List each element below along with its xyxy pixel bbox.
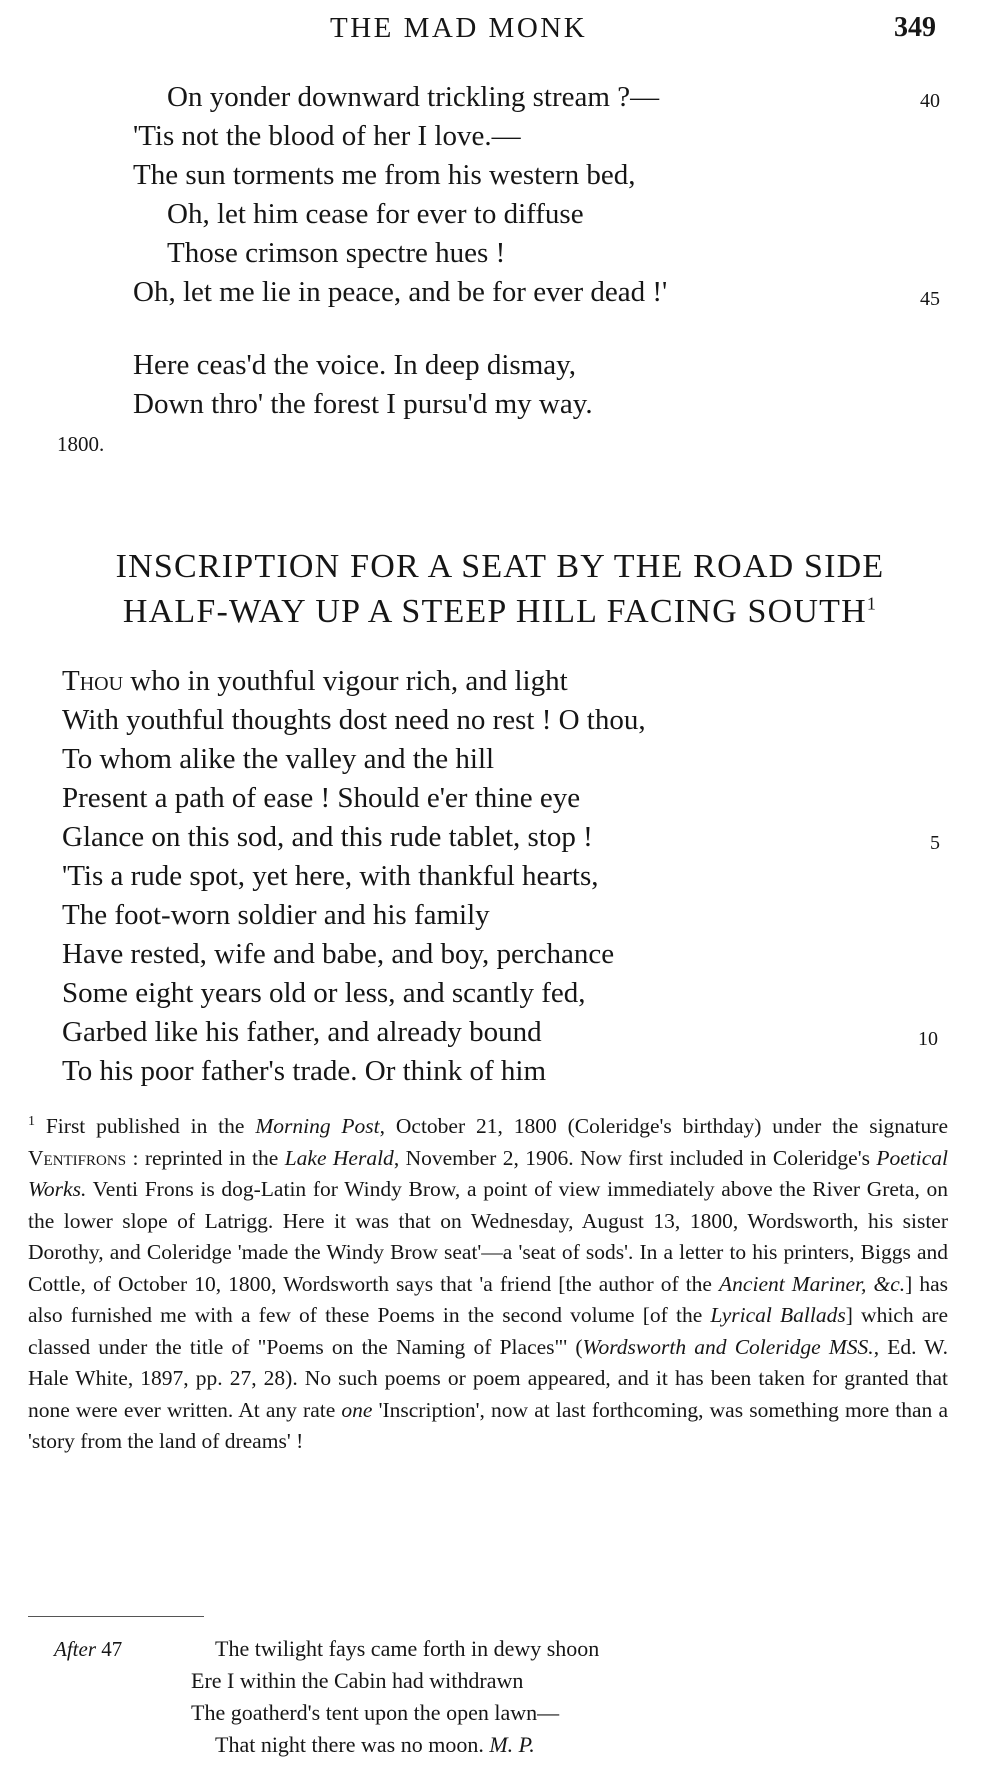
page-number: 349 bbox=[894, 12, 936, 43]
running-title: THE MAD MONK bbox=[330, 12, 588, 44]
verse-line: The sun torments me from his western bed, bbox=[133, 159, 636, 191]
verse-line: To his poor father's trade. Or think of him bbox=[62, 1055, 547, 1087]
verse-line: Oh, let me lie in peace, and be for ever dead !' bbox=[133, 276, 668, 308]
verse-line: On yonder downward trickling stream ?— bbox=[167, 81, 660, 113]
verse-line: With youthful thoughts dost need no rest ! O thou, bbox=[62, 704, 646, 736]
verse-line: Oh, let him cease for ever to diffuse bbox=[167, 198, 584, 230]
line-number: 40 bbox=[920, 90, 940, 112]
verse-line: Here ceas'd the voice. In deep dismay, bbox=[133, 349, 576, 381]
verse-line: Thou who in youthful vigour rich, and light bbox=[62, 665, 568, 697]
verse-line: Present a path of ease ! Should e'er thine eye bbox=[62, 782, 581, 814]
running-head bbox=[0, 12, 1000, 52]
verse-line: 'Tis a rude spot, yet here, with thankful hearts, bbox=[62, 860, 599, 892]
footnote-rule bbox=[28, 1616, 204, 1617]
verse-line: Those crimson spectre hues ! bbox=[167, 237, 506, 269]
verse-line: The foot-worn soldier and his family bbox=[62, 899, 490, 931]
verse-line: Some eight years old or less, and scantly fed, bbox=[62, 977, 586, 1009]
line-number: 10 bbox=[918, 1028, 938, 1050]
footnote-reference: 1 bbox=[866, 593, 878, 614]
verse-line: Glance on this sod, and this rude tablet, stop ! bbox=[62, 821, 593, 853]
line-number: 45 bbox=[920, 288, 940, 310]
verse-line: 'Tis not the blood of her I love.— bbox=[133, 120, 521, 152]
line-number: 5 bbox=[930, 832, 940, 854]
verse-line: Down thro' the forest I pursu'd my way. bbox=[133, 388, 593, 420]
variant-line: The twilight fays came forth in dewy shoon bbox=[215, 1636, 600, 1661]
variant-siglum: M. P. bbox=[489, 1732, 535, 1757]
poem-title-line-1: INSCRIPTION FOR A SEAT BY THE ROAD SIDE bbox=[115, 548, 885, 585]
variant-line: Ere I within the Cabin had withdrawn bbox=[191, 1668, 524, 1693]
verse-line: To whom alike the valley and the hill bbox=[62, 743, 495, 775]
first-word: Thou bbox=[62, 665, 124, 697]
poem-date: 1800. bbox=[57, 432, 105, 456]
footnote: $^1$ First published in the Morning Post, October 21, 1800 (Coleridge's birthday) under the signature Ventifrons : reprinted in the Lake Herald, November 2, 1906. Now first included in Coleridge's Poetical Works. Venti Frons is dog-Latin for Windy Brow, a point of view immediately above the River Greta, on the lower slope of Latrigg. Here it was that on Wednesday, August 13, 1800, Wordsworth, his sister Dorothy, and Coleridge 'made the Windy Brow seat'—a 'seat of sods'. In a letter to his printers, Biggs and Cottle, of October 10, 1800, Wordsworth says that 'a friend [the author of the Ancient Mariner, &c.] has also furnished me with a few of these Poems in the second volume [of the Lyrical Ballads] which are classed under the title of "Poems on the Naming of Places"' (Wordsworth and Coleridge MSS., Ed. W. Hale White, 1897, pp. 27, 28). No such poems or poem appeared, and it has been taken for granted that none were ever written. At any rate one 'Inscription', now at last forthcoming, was something more than a 'story from the land of dreams' ! bbox=[28, 1114, 949, 1454]
verse-line: Have rested, wife and babe, and boy, perchance bbox=[62, 938, 615, 970]
verse-line: Garbed like his father, and already bound bbox=[62, 1016, 542, 1048]
variant-line: The goatherd's tent upon the open lawn— bbox=[191, 1700, 560, 1725]
footnote-mark: 1 bbox=[28, 1114, 35, 1129]
variant-line: That night there was no moon. M. P. bbox=[215, 1732, 535, 1757]
variant-label: After 47 bbox=[54, 1637, 123, 1661]
poem-title-line-2: HALF-WAY UP A STEEP HILL FACING SOUTH$^1$ bbox=[122, 593, 878, 630]
